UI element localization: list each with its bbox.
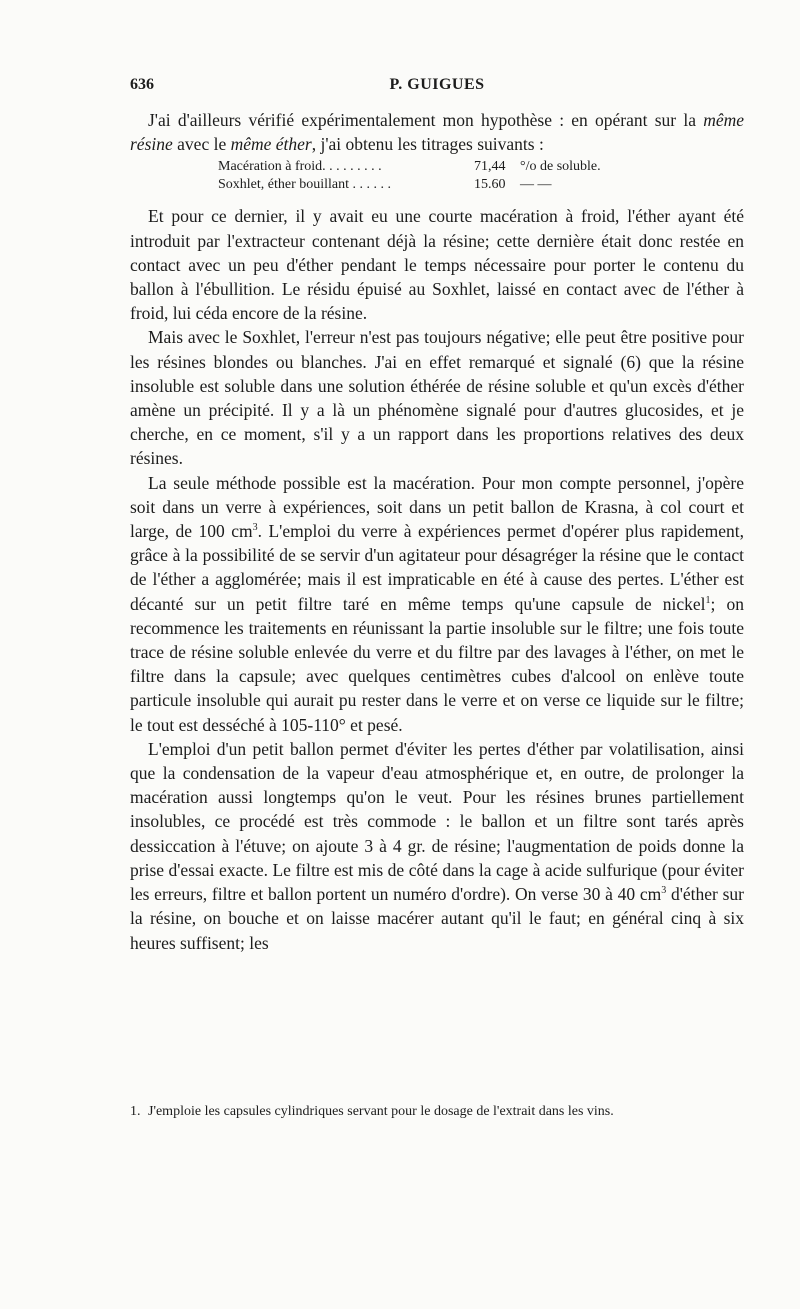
result-value: 71,44: [474, 159, 506, 175]
paragraph-1: [130, 108, 744, 156]
paragraph-1-text-b: avec le: [172, 134, 231, 155]
page-number: 636: [130, 76, 154, 93]
superscript-cube: 3: [661, 885, 667, 897]
paragraph-4-text-a: La seule méthode possible est la macération. Pour mon compte personnel, j'opère soit dans un verre à expériences, soit dans un petit ballon de Krasna, à col court et large, de 100 cm: [130, 472, 744, 542]
result-label: Macération à froid. . . . . . . . .: [218, 159, 382, 175]
paragraph-5: [130, 737, 744, 955]
results-row: [218, 176, 744, 194]
footnote-text: J'emploie les capsules cylindriques servant pour le dosage de l'extrait dans les vins.: [148, 1104, 614, 1119]
emphasis-meme-ether: même éther: [230, 134, 312, 155]
results-row: [218, 158, 744, 176]
paragraph-5-text-b: d'éther sur la résine, on bouche et on laisse macérer autant qu'il le faut; en général cinq à six heures suffisent; les: [130, 884, 744, 953]
footnote-ref[interactable]: 1: [705, 594, 711, 606]
paragraph-1-text-c: , j'ai obtenu les titrages suivants :: [311, 134, 544, 155]
paragraph-1-text-a: J'ai d'ailleurs vérifié expérimentalement mon hypothèse : en opérant sur la: [148, 110, 704, 130]
result-unit: — —: [520, 177, 552, 193]
paragraph-4-text-c: ; on recommence les traitements en réunissant la partie insoluble sur le filtre; une fois toute trace de résine soluble enlevée du verre et du filtre par des lavages à l'éther, on met le filtre dans la capsule; avec quelques centimètres cubes d'alcool on enlève toute particule insoluble qui aurait pu rester dans le verre et on verse ce liquide sur le filtre; le tout est desséché à 105-110° et pesé.: [130, 593, 744, 735]
result-unit: °/o de soluble.: [520, 159, 601, 175]
footnote-label: 1.: [130, 1104, 141, 1119]
emphasis-meme-resine: même résine: [130, 110, 744, 155]
paragraph-2: Et pour ce dernier, il y avait eu une courte macération à froid, l'éther ayant été introduit par l'extracteur contenant déjà la résine; cette dernière était donc restée en contact avec un peu d'éther pendant le temps nécessaire pour porter le contenu du ballon à l'ébullition. Le résidu épuisé au Soxhlet, laissé en contact avec de l'éther à froid, lui céda encore de la résine.: [130, 206, 744, 324]
paragraph-4: [130, 471, 744, 737]
result-value: 15.60: [474, 177, 506, 193]
footnote: [130, 1103, 744, 1121]
results-table: [218, 158, 744, 194]
running-head: P. GUIGUES: [389, 76, 485, 93]
page-header: [130, 76, 744, 100]
result-label: Soxhlet, éther bouillant . . . . . .: [218, 177, 392, 193]
paragraph-3: Mais avec le Soxhlet, l'erreur n'est pas toujours négative; elle peut être positive pour les résines blondes ou blanches. J'ai en effet remarqué et signalé (6) que la résine insoluble est soluble dans une solution éthérée de résine soluble et qu'un excès d'éther amène un précipité. Il y a là un phénomène signalé pour d'autres glucosides, et je cherche, en ce moment, s'il y a un rapport dans les proportions relatives des deux résines.: [130, 327, 744, 469]
body-text: [130, 108, 744, 955]
superscript-cube: 3: [252, 522, 258, 534]
paragraph-4-text-b: . L'emploi du verre à expériences permet d'opérer plus rapidement, grâce à la possibilité de se servir d'un agitateur pour désagréger la résine que le contact de l'éther a agglomérée; mais il est impraticable en été à cause des pertes. L'éther est décanté sur un petit filtre taré en même temps qu'une capsule de nickel: [130, 521, 744, 614]
paragraph-5-text-a: L'emploi d'un petit ballon permet d'éviter les pertes d'éther par volatilisation, ainsi que la condensation de la vapeur d'eau atmosphérique et, en outre, de prolonger la macération aussi longtemps qu'on le veut. Pour les résines brunes partiellement insolubles, ce procédé est très commode : le ballon et un filtre sont tarés après dessiccation à l'étuve; on ajoute 3 à 4 gr. de résine; l'augmentation de poids donne la prise d'essai exacte. Le filtre est mis de côté dans la cage à acide sulfurique (pour éviter les erreurs, filtre et ballon portent un numéro d'ordre). On verse 30 à 40 cm: [130, 738, 744, 905]
